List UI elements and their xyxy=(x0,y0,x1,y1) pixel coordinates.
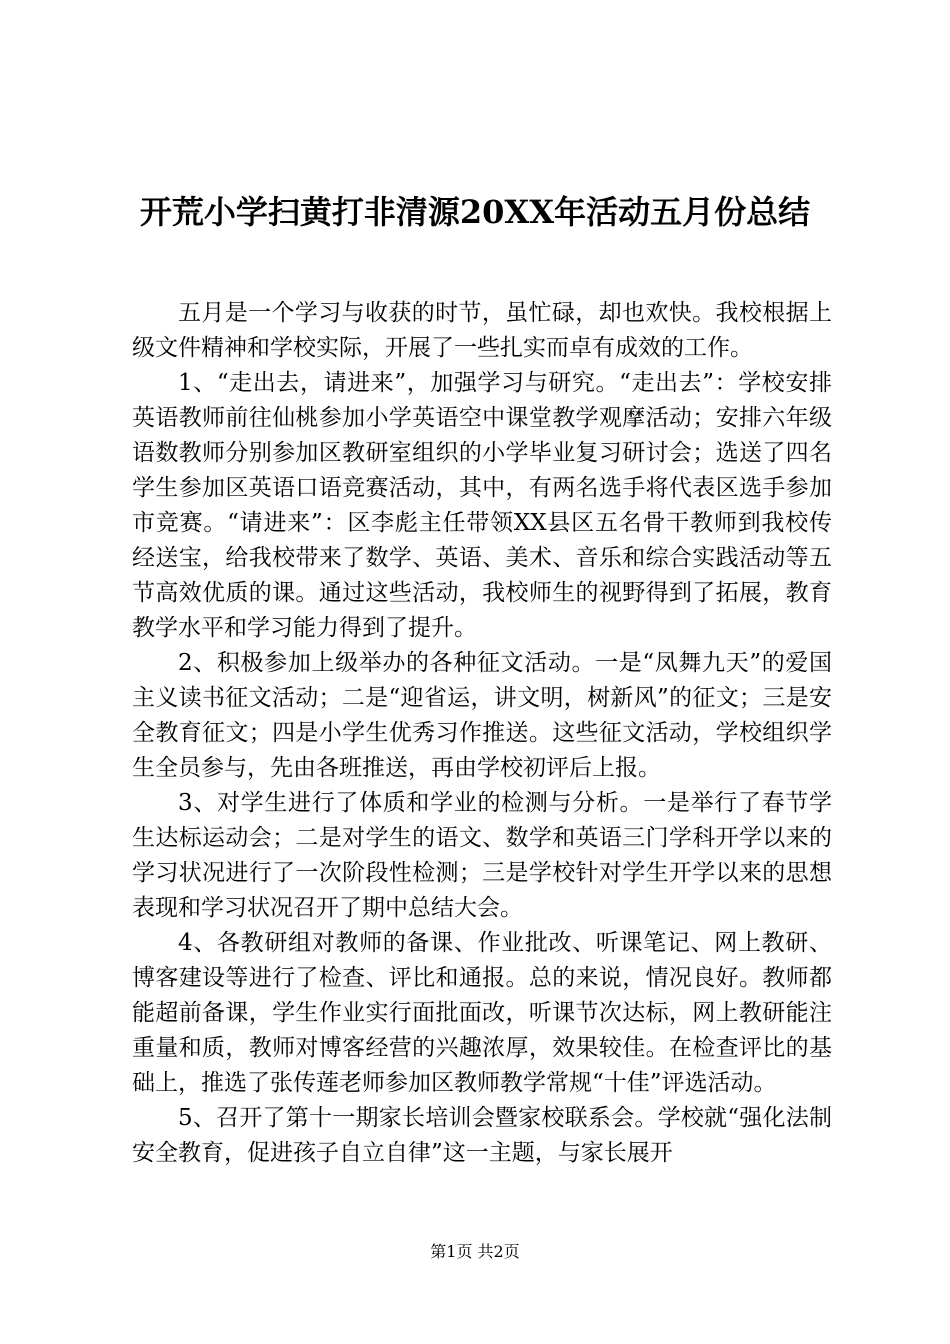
page-footer: 第1页 共2页 xyxy=(430,1242,520,1261)
paragraph-3: 3、对学生进行了体质和学业的检测与分析。一是举行了春节学生达标运动会；二是对学生的语文、数学和英语三门学科开学以来的学习状况进行了一次阶段性检测；三是学校针对学生开学以来的思想表现和学习状况召开了期中总结大会。 xyxy=(132,790,832,921)
paragraph-4: 4、各教研组对教师的备课、作业批改、听课笔记、网上教研、博客建设等进行了检查、评比和通报。总的来说，情况良好。教师都能超前备课，学生作业实行面批面改，听课节次达标，网上教研能注重量和质，教师对博客经营的兴趣浓厚，效果较佳。在检查评比的基础上，推选了张传莲老师参加区教师教学常规“十佳”评选活动。 xyxy=(132,930,832,1096)
document-body xyxy=(132,296,832,1171)
paragraph-5: 5、召开了第十一期家长培训会暨家校联系会。学校就“强化法制安全教育，促进孩子自立自律”这一主题，与家长展开 xyxy=(132,1105,832,1166)
paragraph-2: 2、积极参加上级举办的各种征文活动。一是“凤舞九天”的爱国主义读书征文活动；二是“迎省运，讲文明，树新风”的征文；三是安全教育征文；四是小学生优秀习作推送。这些征文活动，学校组织学生全员参与，先由各班推送，再由学校初评后上报。 xyxy=(132,650,832,781)
paragraph-intro: 五月是一个学习与收获的时节，虽忙碌，却也欢快。我校根据上级文件精神和学校实际，开展了一些扎实而卓有成效的工作。 xyxy=(132,300,832,361)
paragraph-1: 1、“走出去，请进来”，加强学习与研究。“走出去”：学校安排英语教师前往仙桃参加小学英语空中课堂教学观摩活动；安排六年级语数教师分别参加区教研室组织的小学毕业复习研讨会；选送了四名学生参加区英语口语竞赛活动，其中，有两名选手将代表区选手参加市竞赛。“请进来”：区李彪主任带领XX县区五名骨干教师到我校传经送宝，给我校带来了数学、英语、美术、音乐和综合实践活动等五节高效优质的课。通过这些活动，我校师生的视野得到了拓展，教育教学水平和学习能力得到了提升。 xyxy=(132,370,832,641)
document-title: 开荒小学扫黄打非清源20XX年活动五月份总结 xyxy=(139,193,811,231)
